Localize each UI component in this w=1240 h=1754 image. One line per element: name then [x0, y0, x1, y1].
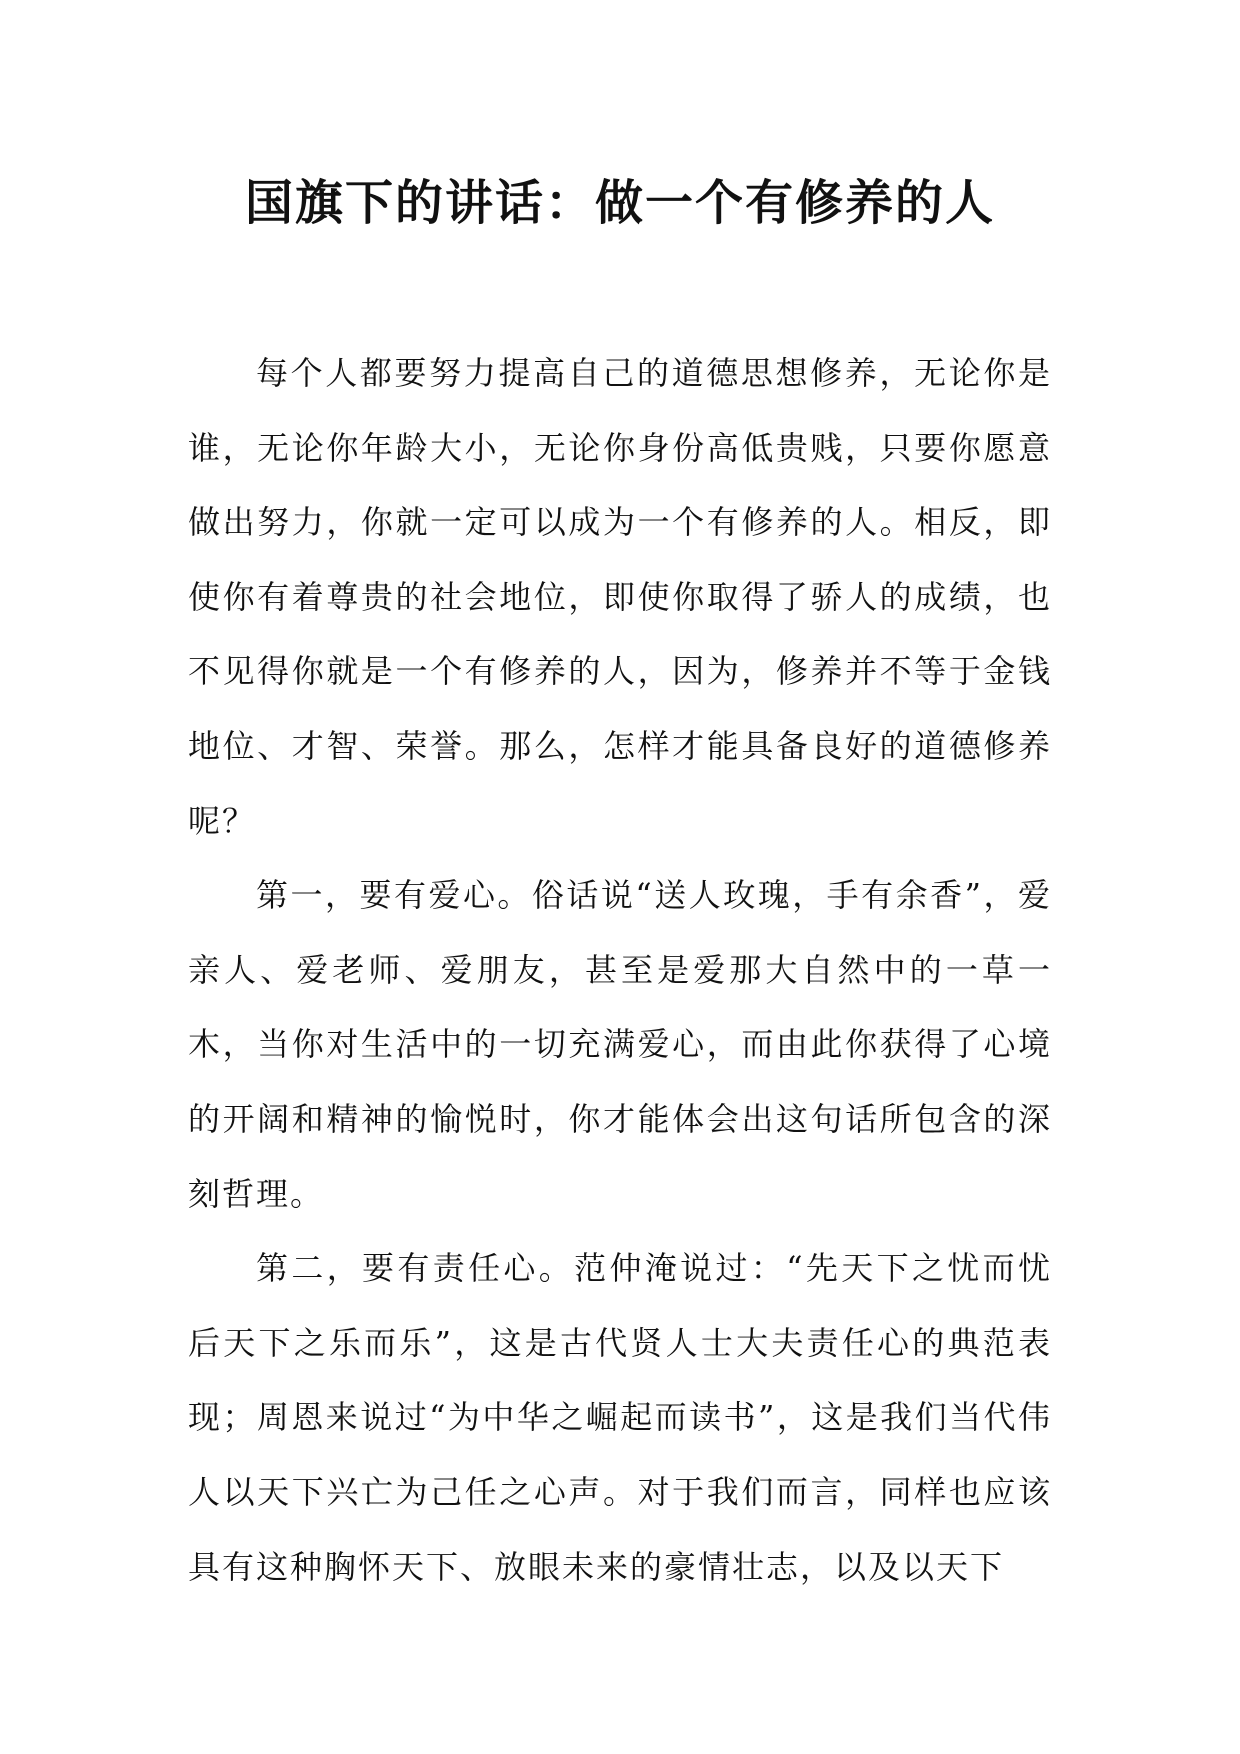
paragraph-love: 第一，要有爱心。俗话说“送人玫瑰，手有余香”，爱亲人、爱老师、爱朋友，甚至是爱那大自然中的一草一木，当你对生活中的一切充满爱心，而由此你获得了心境的开阔和精神的愉悦时，你才能体会出这句话所包含的深刻哲理。 — [188, 876, 1052, 1213]
document-title: 国旗下的讲话：做一个有修养的人 — [244, 175, 995, 231]
paragraph-intro: 每个人都要努力提高自己的道德思想修养，无论你是谁，无论你年龄大小，无论你身份高低贵贱，只要你愿意做出努力，你就一定可以成为一个有修养的人。相反，即使你有着尊贵的社会地位，即使你取得了骄人的成绩，也不见得你就是一个有修养的人，因为，修养并不等于金钱地位、才智、荣誉。那么，怎样才能具备良好的道德修养呢？ — [188, 354, 1052, 840]
document-body — [188, 336, 1052, 1604]
paragraph-responsibility: 第二，要有责任心。范仲淹说过：“先天下之忧而忧后天下之乐而乐”，这是古代贤人士大夫责任心的典范表现；周恩来说过“为中华之崛起而读书”，这是我们当代伟人以天下兴亡为己任之心声。对于我们而言，同样也应该具有这种胸怀天下、放眼未来的豪情壮志，以及以天下 — [188, 1249, 1052, 1586]
